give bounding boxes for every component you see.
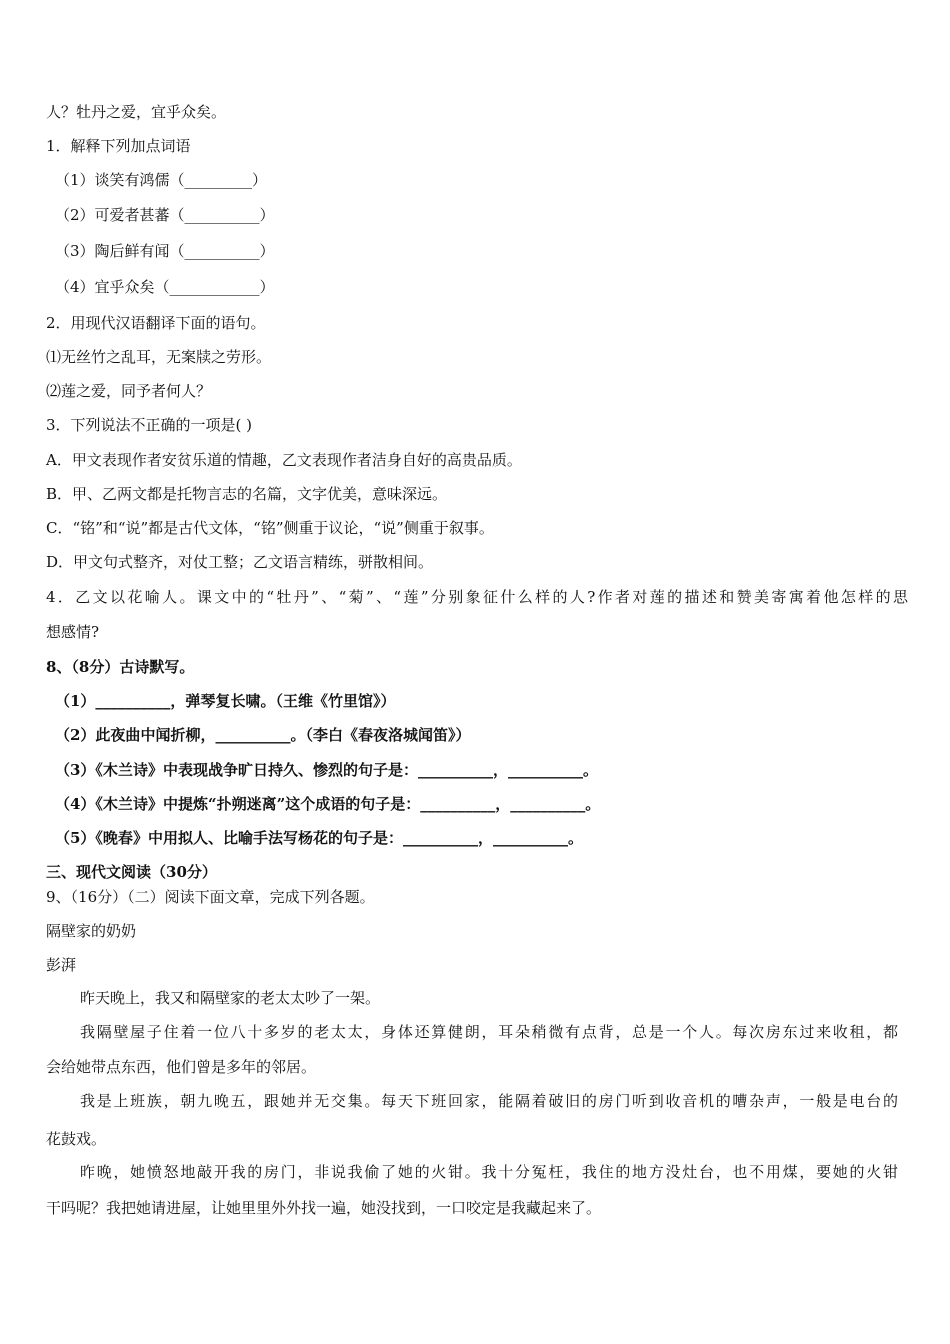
poem-item: （2）此夜曲中闻折柳，__________。（李白《春夜洛城闻笛》）: [55, 726, 471, 744]
question-2-stem: 2．用现代汉语翻译下面的语句。: [46, 314, 266, 332]
article-paragraph: 我隔壁屋子住着一位八十多岁的老太太，身体还算健朗，耳朵稍微有点背，总是一个人。每次房东过来收租，都: [80, 1023, 898, 1041]
poem-item: （4）《木兰诗》中提炼“扑朔迷离”这个成语的句子是：__________，__________。: [55, 795, 601, 813]
poem-item: （5）《晚春》中用拟人、比喻手法写杨花的句子是：__________，__________。: [55, 829, 583, 847]
article-paragraph-cont: 会给她带点东西，他们曾是多年的邻居。: [46, 1058, 317, 1076]
article-paragraph-cont: 花鼓戏。: [46, 1130, 107, 1148]
article-paragraph: 昨天晚上，我又和隔壁家的老太太吵了一架。: [80, 989, 381, 1007]
poem-item: （3）《木兰诗》中表现战争旷日持久、惨烈的句子是：__________，__________。: [55, 761, 598, 779]
question-4-stem: 4．乙文以花喻人。课文中的“牡丹”、“菊”、“莲”分别象征什么样的人?作者对莲的描述和赞美寄寓着他怎样的思: [46, 588, 908, 606]
poem-item: （1）__________，弹琴复长啸。（王维《竹里馆》）: [55, 692, 396, 710]
question-4-cont: 想感情?: [46, 623, 100, 641]
question-8-title: 8、（8分）古诗默写。: [46, 658, 195, 676]
question-9-stem: 9、（16分）（二）阅读下面文章，完成下列各题。: [46, 888, 375, 906]
question-1-item: （4）宜乎众矣（____________）: [55, 278, 275, 296]
question-2-item: ⑴无丝竹之乱耳，无案牍之劳形。: [46, 348, 272, 366]
option-a: A．甲文表现作者安贫乐道的情趣，乙文表现作者洁身自好的高贵品质。: [46, 451, 522, 469]
option-d: D．甲文句式整齐，对仗工整；乙文语言精练，骈散相间。: [46, 553, 434, 571]
question-3-stem: 3．下列说法不正确的一项是( ): [46, 416, 253, 434]
section-heading: 三、现代文阅读（30分）: [46, 863, 217, 881]
question-1-item: （3）陶后鲜有闻（__________）: [55, 242, 275, 260]
article-paragraph: 昨晚，她愤怒地敲开我的房门，非说我偷了她的火钳。我十分冤枉，我住的地方没灶台，也不用煤，要她的火钳: [80, 1163, 898, 1181]
question-1-item: （2）可爱者甚蕃（__________）: [55, 206, 275, 224]
article-title: 隔壁家的奶奶: [46, 922, 137, 940]
question-2-item: ⑵莲之爱，同予者何人？: [46, 382, 212, 400]
text-line: 人？牡丹之爱，宜乎众矣。: [46, 103, 227, 121]
question-1-stem: 1．解释下列加点词语: [46, 137, 191, 155]
article-paragraph: 我是上班族，朝九晚五，跟她并无交集。每天下班回家，能隔着破旧的房门听到收音机的嘈杂声，一般是电台的: [80, 1092, 898, 1110]
article-author: 彭湃: [46, 956, 77, 974]
option-b: B．甲、乙两文都是托物言志的名篇，文字优美，意味深远。: [46, 485, 448, 503]
option-c: C．“铭”和“说”都是古代文体，“铭”侧重于议论，“说”侧重于叙事。: [46, 519, 494, 537]
question-1-item: （1）谈笑有鸿儒（_________）: [55, 171, 268, 189]
article-paragraph-cont: 干吗呢？我把她请进屋，让她里里外外找一遍，她没找到，一口咬定是我藏起来了。: [46, 1199, 602, 1217]
